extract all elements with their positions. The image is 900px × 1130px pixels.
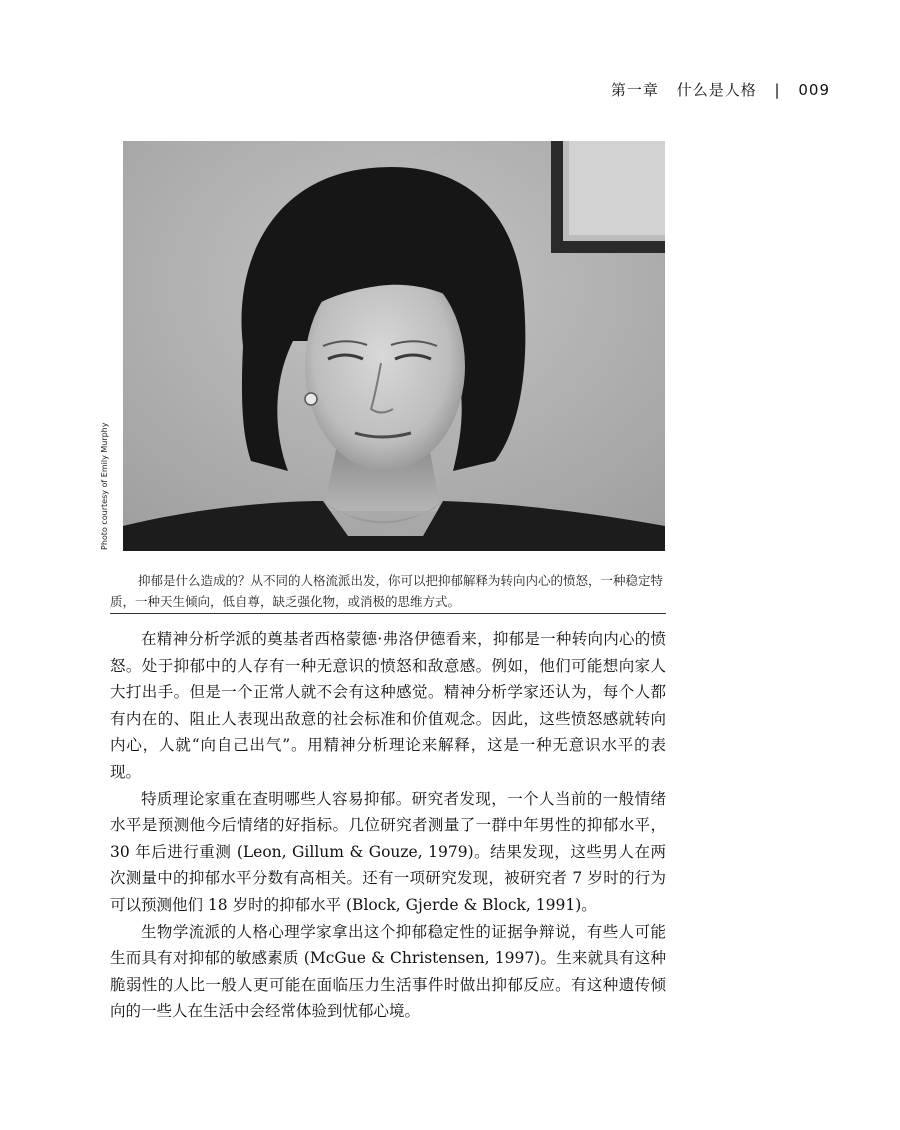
photo-credit: Photo courtesy of Emily Murphy (100, 422, 109, 550)
page-number: 009 (798, 81, 830, 99)
paragraph-biological: 生物学流派的人格心理学家拿出这个抑郁稳定性的证据争辩说，有些人可能生而具有对抑郁的敏感素质 (McGue & Christensen, 1997)。生来就具有这种脆弱性的人比一般人更可能在面临压力生活事件时做出抑郁反应。有这种遗传倾向的一些人在生活中会经常体验到忧郁心境。 (110, 922, 666, 1021)
paragraph-trait-theory: 特质理论家重在查明哪些人容易抑郁。研究者发现，一个人当前的一般情绪水平是预测他今后情绪的好指标。几位研究者测量了一群中年男性的抑郁水平，30 年后进行重测 (Leon, Gillum & Gouze, 1979)。结果发现，这些男人在两次测量中的抑郁水平分数有高相关。还有一项研究发现，被研究者 7 岁时的行为可以预测他们 18 岁时的抑郁水平 (Block, Gjerde & Block, 1991)。 (110, 789, 666, 914)
chapter-title: 什么是人格 (676, 81, 757, 99)
header-separator: | (774, 81, 781, 99)
chapter-number: 第一章 (610, 81, 659, 99)
portrait-photo (123, 141, 665, 551)
figure-caption: 抑郁是什么造成的？从不同的人格流派出发，你可以把抑郁解释为转向内心的愤怒，一种稳定特质，一种天生倾向，低自尊，缺乏强化物，或消极的思维方式。 (110, 573, 664, 609)
paragraph-psychoanalytic: 在精神分析学派的奠基者西格蒙德·弗洛伊德看来，抑郁是一种转向内心的愤怒。处于抑郁中的人存有一种无意识的愤怒和敌意感。例如，他们可能想向家人大打出手。但是一个正常人就不会有这种感觉。精神分析学家还认为，每个人都有内在的、阻止人表现出敌意的社会标准和价值观念。因此，这些愤怒感就转向内心，人就“向自己出气”。用精神分析理论来解释，这是一种无意识水平的表现。 (110, 630, 666, 781)
body-text (110, 626, 666, 1025)
running-head (611, 79, 830, 100)
caption-divider (110, 613, 666, 614)
